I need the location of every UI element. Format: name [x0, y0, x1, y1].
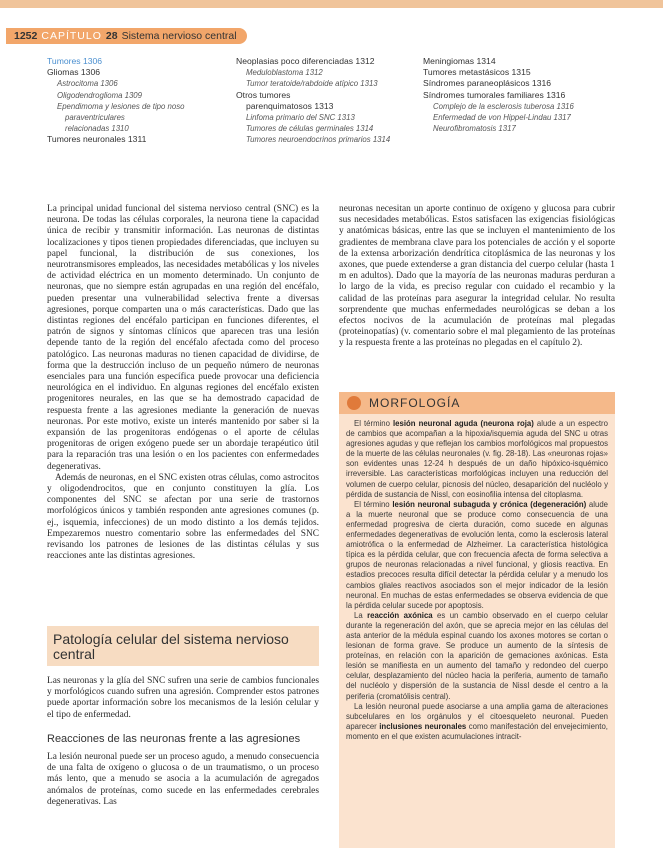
- chapter-number: 28: [105, 30, 118, 42]
- toc-entry[interactable]: Tumores metastásicos 1315: [423, 67, 531, 78]
- right-column-text: [339, 204, 615, 350]
- section-title: Patología celular del sistema nervioso central: [47, 626, 319, 666]
- left-column-text: [47, 204, 319, 563]
- page-number: 1252: [14, 30, 38, 42]
- toc-entry[interactable]: paraventriculares: [65, 113, 125, 123]
- toc-entry[interactable]: Síndromes paraneoplásicos 1316: [423, 78, 552, 89]
- toc-entry[interactable]: Linfoma primario del SNC 1313: [246, 113, 355, 123]
- morphology-box: [339, 392, 615, 848]
- text-run: es un cambio observado en el cuerpo celular durante la regeneración del axón, que se aprecia mejor en las células del asta anterior de la médula espinal cuando los axones motores se cortan o lesionan de forma grave. Se produce un aumento de la síntesis de proteínas, en relación con la aparición de gemaciones axónicas. Esta lesión se manifiesta en un aumento del tamaño y redondeo del cuerpo celular, desplazamiento del núcleo hacia la periferia, aumento de tamaño del nucléolo y dispersión de la sustancia de Nissl desde el centro a la periferia (cromatólisis central).: [346, 610, 608, 701]
- paragraph: neuronas necesitan un aporte continuo de oxígeno y glucosa para cubrir sus necesidades metabólicas. Estos satisfacen las exigencias fisiológicas y anatómicas básicas, entre las que se incluyen el mantenimiento de los gradientes de membrana clave para los potenciales de acción y el soporte de la extensa arborización dendrítica citoplásmica de las neuronas y los axones, que puede extenderse a gran distancia del cuerpo celular (hasta 1 m en adultos). Dado que la mayoría de las neuronas maduras perduran a lo largo de la vida, es preciso regular con cuidado el recambio y la calidad de las proteínas para asegurar la integridad celular. No resulta sorprendente que muchas enfermedades neurológicas se deban a los efectos nocivos de la acumulación de proteínas mal plegadas (proteinopatías) (v. comentario sobre el mal plegamiento de las proteínas y la respuesta frente a las proteínas no plegadas en el capítulo 2).: [339, 204, 615, 349]
- toc-column-3: [423, 56, 574, 134]
- running-header: [0, 0, 663, 47]
- text-run: La: [354, 610, 368, 620]
- toc-entry[interactable]: Tumores de células germinales 1314: [246, 124, 374, 134]
- paragraph: [346, 611, 608, 702]
- toc-entry[interactable]: Tumores 1306: [47, 56, 103, 66]
- toc-entry[interactable]: Tumores neuronales 1311: [47, 134, 147, 145]
- toc-entry[interactable]: Ependimoma y lesiones de tipo noso: [57, 101, 185, 111]
- paragraph: La principal unidad funcional del sistema nervioso central (SNC) es la neurona. De todas las células corporales, la neurona tiene la capacidad única de recibir y transmitir información. Las neuronas de distintas localizaciones y tipos tienen propiedades diferenciadas, que incluyen su papel funcional, la distribución de sus conexiones, los neurotransmisores empleados, las necesidades metabólicas y los niveles de actividad eléctrica en un momento determinado. Un conjunto de neuronas, que no siempre están agrupadas en una región del encéfalo, pueden presentar una vulnerabilidad selectiva frente a diversas agresiones, porque comparten una o más características. Dado que las distintas regiones del encéfalo participan en funciones diferentes, el patrón de signos y síntomas clínicos que aparecen tras una lesión depende tanto de la región del encéfalo afectada como del proceso patológico. Las neuronas maduras no tienen capacidad de dividirse, de forma que la destrucción incluso de un pequeño número de neuronas esenciales para una función específica puede provocar una deficiencia neurológica en el individuo. En algunas regiones del encéfalo existen progenitores neurales, en las que se ha demostrado capacidad de respuesta frente a las agresiones mediante la generación de nuevas neuronas. Por este motivo, existe un interés mantenido por saber si la expansión de las progenitoras endógenas o el aporte de células progenitoras de origen exógeno puede ser un abordaje terapéutico útil para la reparación tras una lesión o en los pacientes con enfermedades degenerativas.: [47, 204, 319, 472]
- text-run: El término: [354, 499, 393, 509]
- toc-entry[interactable]: relacionadas 1310: [65, 124, 129, 134]
- toc-entry[interactable]: Enfermedad de von Hippel-Lindau 1317: [433, 113, 571, 123]
- paragraph: Además de neuronas, en el SNC existen otras células, como astrocitos y oligodendrocitos, que en conjunto constituyen la glía. Los componentes del SNC se afectan por una serie de trastornos morfológicos únicos y también responden ante agresiones comunes (p. ej., isquemia, infecciones) de un modo distinto a los demás tejidos. Empezaremos nuestro comentario sobre las enfermedades del SNC revisando los patrones de lesiones de las distintas células y sus reacciones ante las distintas agresiones.: [47, 472, 319, 562]
- toc-entry[interactable]: Meningiomas 1314: [423, 56, 496, 66]
- chapter-word: CAPÍTULO: [41, 30, 102, 42]
- morphology-title: MORFOLOGÍA: [369, 396, 461, 410]
- paragraph: [346, 702, 608, 742]
- bold-term: lesión neuronal subaguda y crónica (degeneración): [392, 499, 587, 509]
- morphology-text: [346, 419, 608, 742]
- subheading: Reacciones de las neuronas frente a las agresiones: [47, 733, 301, 745]
- toc-entry[interactable]: parenquimatosos 1313: [246, 100, 334, 111]
- bold-term: reacción axónica: [367, 610, 433, 620]
- toc-entry[interactable]: Neurofibromatosis 1317: [433, 124, 516, 134]
- toc-entry[interactable]: Astrocitoma 1306: [57, 79, 118, 89]
- text-run: El término: [354, 419, 394, 428]
- bullet-icon: [347, 396, 361, 410]
- bold-term: lesión neuronal aguda (neurona roja): [393, 419, 534, 428]
- text-run: como manifestación del envejecimiento, momento en el que existen acumulaciones intracit-: [346, 721, 608, 741]
- toc-entry[interactable]: Síndromes tumorales familiares 1316: [423, 89, 566, 100]
- paragraph: [346, 419, 608, 500]
- text-run: alude a un espectro de cambios que acompañan a la hipoxia/isquemia aguda del SNC u otras agresiones agudas y que reflejan los cambios morfológicos mal propuestos de la muerte de las células neuronales (v. fig. 28-18). Las «neuronas rojas» son evidentes unas 12-24 h después de un daño hipóxico-isquémico irreversible. Las características morfológicas incluyen una reducción del volumen de cuerpo celular, picnosis del núcleo, desaparición del nucléolo y pérdida de sustancia de Nissl, con eosinofilia intensa del citoplasma.: [346, 419, 608, 499]
- toc-entry[interactable]: Complejo de la esclerosis tuberosa 1316: [433, 101, 574, 111]
- toc-entry[interactable]: Neoplasias poco diferenciadas 1312: [236, 56, 375, 66]
- toc-entry[interactable]: Oligodendroglioma 1309: [57, 90, 142, 100]
- header-accent-bar: [0, 0, 663, 8]
- toc-entry[interactable]: Otros tumores: [236, 89, 291, 100]
- chapter-title: Sistema nervioso central: [121, 30, 237, 42]
- text-run: alude a la muerte neuronal que se produce como consecuencia de una enfermedad progresiva de cierta duración, como sucede en algunas enfermedades degenerativas de evolución lenta, como la esclerosis lateral amiotrófica o la enfermedad de Alzheimer. La característica histológica típica es la pérdida celular, que con frecuencia afecta de forma selectiva a grupos de neuronas relacionadas a nivel funcional, y gliosis reactiva. En estadios precoces resulta difícil detectar la pérdida celular y a menudo los cambios gliales reactivos asociados son el mejor indicador de la lesión neuronal. En muchas de estas enfermedades se observa evidencia de que la pérdida celular sucede por apoptosis.: [346, 499, 608, 610]
- morphology-title-bar: [339, 392, 615, 414]
- paragraph: [346, 500, 608, 611]
- toc-entry[interactable]: Tumor teratoide/rabdoide atípico 1313: [246, 79, 378, 89]
- toc-entry[interactable]: Gliomas 1306: [47, 67, 101, 78]
- toc-column-2: [236, 56, 390, 146]
- toc-entry[interactable]: Meduloblastoma 1312: [246, 68, 323, 78]
- bold-term: inclusiones neuronales: [379, 721, 467, 731]
- section-body: La lesión neuronal puede ser un proceso agudo, a menudo consecuencia de una falta de oxígeno o glucosa o de un traumatismo, o un proceso más lento, que a menudo se asocia a la acumulación de agregados anómalos de proteínas, como sucede en las enfermedades cerebrales degenerativas. Las: [47, 752, 319, 807]
- toc-column-1: [47, 56, 184, 146]
- text-run: La lesión neuronal puede asociarse a una amplia gama de alteraciones subcelulares en los orgánulos y el citoesqueleto neuronal. Pueden aparecer: [346, 701, 608, 731]
- section-intro: Las neuronas y la glía del SNC sufren una serie de cambios funcionales y morfológicos cuando sufren una agresión. Comprender estos patrones puede aportar información sobre los mecanismos de la lesión celular y el tipo de enfermedad.: [47, 676, 319, 720]
- header-label: [6, 28, 247, 44]
- toc-entry[interactable]: Tumores neuroendocrinos primarios 1314: [246, 135, 391, 145]
